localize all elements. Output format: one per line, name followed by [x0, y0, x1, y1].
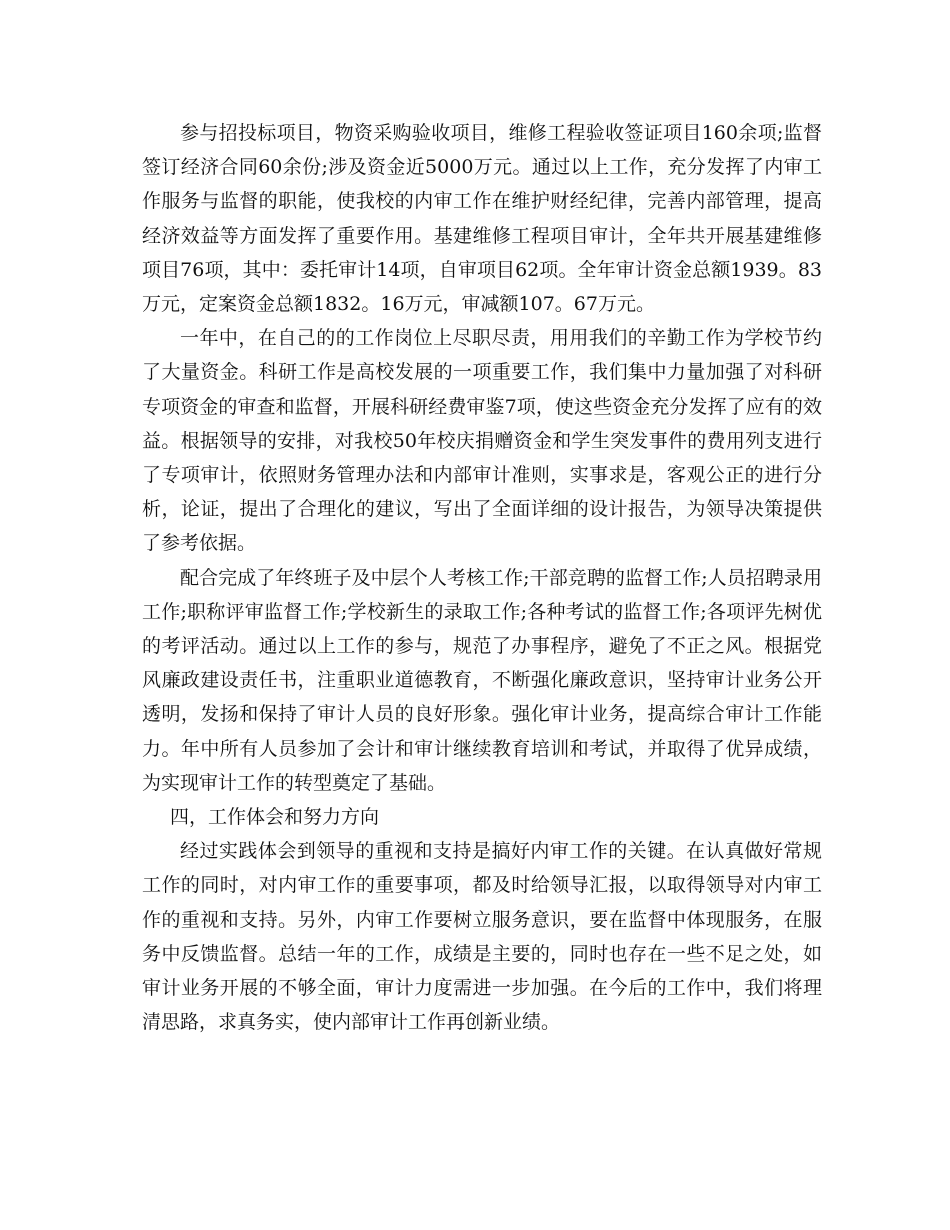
paragraph-supervision-work: 配合完成了年终班子及中层个人考核工作;干部竞聘的监督工作;人员招聘录用工作;职称评审监督工作;学校新生的录取工作;各种考试的监督工作;各项评先树优的考评活动。通过以上工作的参与，规范了办事程序，避免了不正之风。根据党风廉政建设责任书，注重职业道德教育，不断强化廉政意识，坚持审计业务公开透明，发扬和保持了审计人员的良好形象。强化审计业务，提高综合审计工作能力。年中所有人员参加了会计和审计继续教育培训和考试，并取得了优异成绩，为实现审计工作的转型奠定了基础。 — [142, 566, 822, 794]
paragraph-experience: 经过实践体会到领导的重视和支持是搞好内审工作的关键。在认真做好常规工作的同时，对内审工作的重要事项，都及时给领导汇报，以取得领导对内审工作的重视和支持。另外，内审工作要树立服务意识，要在监督中体现服务，在服务中反馈监督。总结一年的工作，成绩是主要的，同时也存在一些不足之处，如审计业务开展的不够全面，审计力度需进一步加强。在今后的工作中，我们将理清思路，求真务实，使内部审计工作再创新业绩。 — [142, 840, 822, 1034]
document-body — [142, 116, 822, 1039]
paragraph-audit-projects: 参与招投标项目，物资采购验收项目，维修工程验收签证项目160余项;监督签订经济合同60余份;涉及资金近5000万元。通过以上工作，充分发挥了内审工作服务与监督的职能，使我校的内审工作在维护财经纪律，完善内部管理，提高经济效益等方面发挥了重要作用。基建维修工程项目审计，全年共开展基建维修项目76项，其中：委托审计14项，自审项目62项。全年审计资金总额1939。83万元，定案资金总额1832。16万元，审减额107。67万元。 — [142, 122, 822, 316]
section-heading-experience: 四，工作体会和努力方向 — [170, 806, 380, 829]
paragraph-research-funds: 一年中，在自己的的工作岗位上尽职尽责，用用我们的辛勤工作为学校节约了大量资金。科研工作是高校发展的一项重要工作，我们集中力量加强了对科研专项资金的审查和监督，开展科研经费审鉴7项，使这些资金充分发挥了应有的效益。根据领导的安排，对我校50年校庆捐赠资金和学生突发事件的费用列支进行了专项审计，依照财务管理办法和内部审计准则，实事求是，客观公正的进行分析，论证，提出了合理化的建议，写出了全面详细的设计报告，为领导决策提供了参考依据。 — [142, 327, 822, 555]
